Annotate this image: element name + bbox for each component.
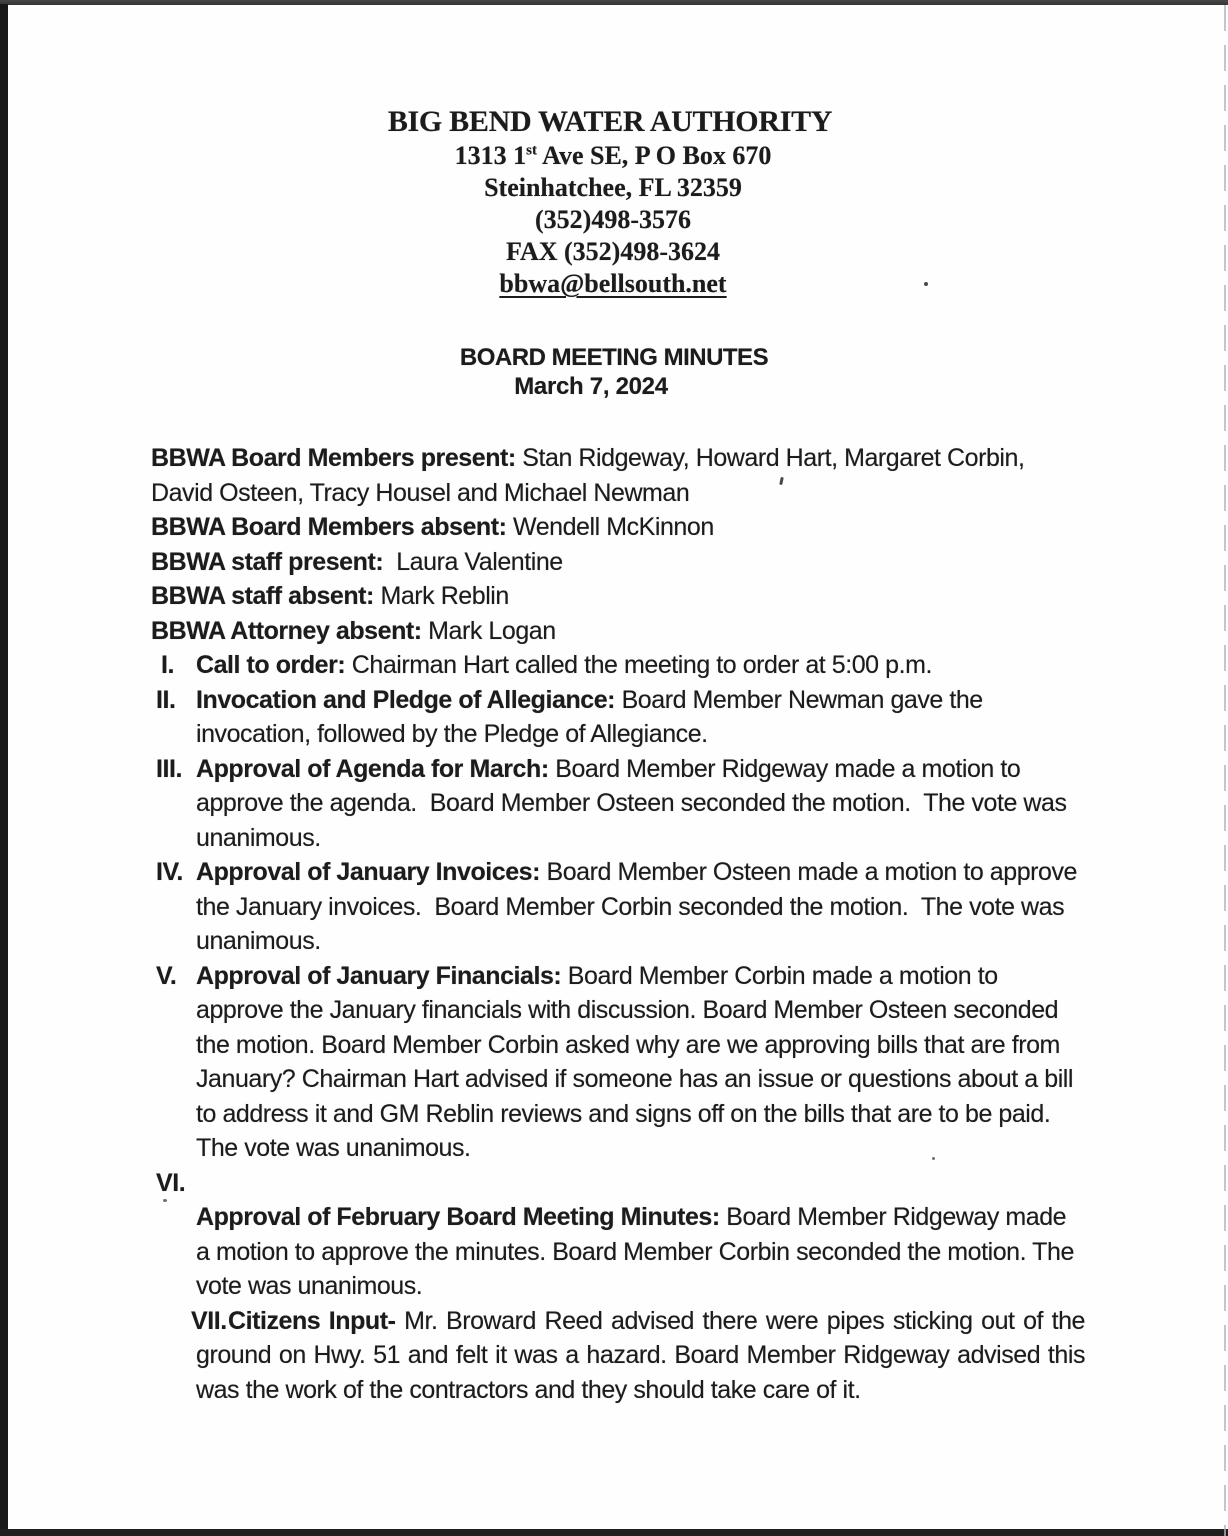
attendance-label: BBWA Attorney absent: <box>151 616 422 645</box>
address-street-post: Ave SE, P O Box 670 <box>537 141 772 170</box>
minutes-title: BOARD MEETING MINUTES <box>459 344 769 371</box>
agenda-title: Approval of January Invoices: <box>196 858 540 886</box>
agenda-item-numeral-line <box>151 1166 1085 1201</box>
agenda-body: Board Member Corbin made a motion to approve the January financials with discussion. Board Member Osteen seconded the motion. Board Member Corbin asked why are we approving bills that are from January? Chairman Hart advised if someone has an issue or questions about a bill to address it and GM Reblin reviews and signs off on the bills that are to be paid. The vote was unanimous. <box>196 961 1080 1162</box>
attendance-line <box>151 614 1085 649</box>
agenda-title: Approval of Agenda for March: <box>196 754 549 783</box>
agenda-title: Citizens Input- <box>228 1306 396 1335</box>
agenda-numeral: V. <box>156 961 177 990</box>
agenda-numeral: I. <box>161 651 174 679</box>
document-content <box>151 0 1092 1407</box>
agenda-body: Board Member Ridgeway made a motion to approve the minutes. Board Member Corbin seconded the motion. The vote was unanimous. <box>196 1203 1081 1300</box>
agenda-title: Approval of February Board Meeting Minutes: <box>196 1203 720 1231</box>
agenda-title: Call to order: <box>196 651 346 679</box>
attendance-label: BBWA Board Members present: <box>151 444 516 472</box>
attendance-label: BBWA Board Members absent: <box>151 513 507 541</box>
address-line-1 <box>146 140 1080 172</box>
fax-line: FAX (352)498-3624 <box>506 237 720 266</box>
agenda-item <box>151 959 1085 1166</box>
agenda-title: Approval of January Financials: <box>196 961 562 990</box>
attendance-label: BBWA staff absent: <box>151 582 374 610</box>
agenda-numeral: VII. <box>191 1306 227 1335</box>
agenda-numeral: VI. <box>156 1168 186 1197</box>
agenda-numeral: III. <box>156 754 182 783</box>
attendance-line <box>151 441 1085 510</box>
attendance-value: Mark Reblin <box>380 582 509 610</box>
phone-line: (352)498-3576 <box>535 205 691 234</box>
attendance-value: Wendell McKinnon <box>513 513 714 541</box>
address-street-pre: 1313 1 <box>454 141 527 170</box>
agenda-numeral: IV. <box>156 858 183 886</box>
agenda-item <box>151 855 1085 959</box>
agenda-item <box>151 1304 1092 1408</box>
agenda-body: Board Member Osteen made a motion to approve the January invoices. Board Member Corbin seconded the motion. The vote was unanimous. <box>196 858 1084 955</box>
attendance-label: BBWA staff present: <box>151 547 384 576</box>
agenda-body: Mr. Broward Reed advised there were pipes sticking out of the ground on Hwy. 51 and felt it was a hazard. Board Member Ridgeway advised this was the work of the contractors and they should take care of it. <box>196 1306 1092 1404</box>
agenda-body: Chairman Hart called the meeting to order at 5:00 p.m. <box>351 651 932 679</box>
agenda-numeral: II. <box>156 685 176 714</box>
agenda-title: Invocation and Pledge of Allegiance: <box>196 685 616 714</box>
attendance-line <box>151 510 1085 545</box>
agenda-item <box>151 683 1085 752</box>
agenda-body: Board Member Newman gave the invocation, followed by the Pledge of Allegiance. <box>196 685 990 748</box>
email-address: bbwa@bellsouth.net <box>499 269 727 298</box>
attendance-value: Stan Ridgeway, Howard Hart, Margaret Corbin, David Osteen, Tracy Housel and Michael Newman <box>151 444 1031 507</box>
scan-edge-left <box>0 4 8 1536</box>
attendance-value: Mark Logan <box>428 616 556 645</box>
scan-edge-bottom <box>0 1529 1228 1536</box>
address-line-2: Steinhatchee, FL 32359 <box>484 173 742 202</box>
agenda-body: Board Member Ridgeway made a motion to approve the agenda. Board Member Osteen seconded the motion. The vote was unanimous. <box>196 754 1074 852</box>
org-name: BIG BEND WATER AUTHORITY <box>387 105 833 138</box>
attendance-line <box>151 579 1085 614</box>
attendance-line <box>151 545 1085 580</box>
agenda-item <box>151 648 1085 683</box>
ordinal-superscript: st <box>526 142 538 159</box>
scan-edge-right <box>1224 5 1226 1536</box>
minutes-body <box>151 441 1092 1407</box>
agenda-item <box>151 1200 1085 1304</box>
minutes-title-block <box>151 343 1085 401</box>
minutes-date: March 7, 2024 <box>514 373 668 400</box>
attendance-value: Laura Valentine <box>389 547 563 576</box>
agenda-item <box>151 752 1085 856</box>
letterhead <box>146 0 1080 300</box>
